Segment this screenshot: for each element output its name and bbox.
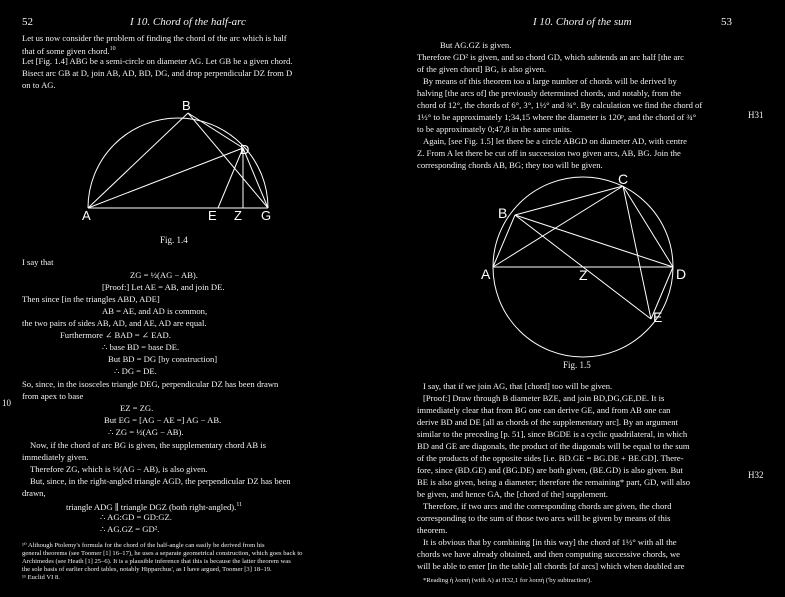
text-line: [Proof:] Draw through B diameter BZE, and join BD,DG,GE,DE. It is [423, 393, 665, 403]
left-page [0, 0, 392, 597]
text-line: theorem. [417, 525, 448, 535]
text-line: the two pairs of sides AB, AD, and AE, AD are equal. [22, 318, 207, 328]
equation: ∴ AG.GZ = GD². [100, 524, 160, 534]
text-line: corresponding chords AB, BG; they too will be given. [417, 160, 603, 170]
text-line: corresponding to the sum of those two arcs will be given by means of this [417, 513, 671, 523]
point-label: Z [579, 267, 588, 283]
figure-caption: Fig. 1.5 [563, 360, 591, 370]
text-line: So, since, in the isosceles triangle DEG, perpendicular DZ has been drawn [22, 379, 279, 389]
right-page-number: 53 [721, 16, 732, 28]
text-line: Bisect arc GB at D, join AB, AD, BD, DG, and drop perpendicular DZ from D [22, 68, 293, 78]
text-line: Furthermore ∠ BAD = ∠ EAD. [60, 330, 171, 340]
point-label: B [498, 205, 508, 221]
segment-DE [218, 148, 243, 208]
text-line: similar to the preceding [p. 51], since BGDE is a cyclic quadrilateral, in which [417, 429, 688, 439]
text-line: BE is also given, being a diameter; therefore the remaining* part, GD, will also [417, 477, 691, 487]
point-label: A [481, 266, 491, 282]
footnote-line: *Reading ἡ λοιπὴ (with A) at H32,1 for λοιπὴ ('by subtraction'). [423, 577, 592, 584]
footnote-line: general theorems (see Toomer [1] 16–17), he uses a separate geometrical construction, which goes back to [22, 550, 303, 557]
text-line: But AG.GZ is given. [440, 40, 512, 50]
text-line: immediately given. [22, 452, 89, 462]
figure-1-4 [60, 98, 300, 228]
equation: But EG = [AG − AE =] AG − AB. [104, 415, 222, 425]
text-line: BD and GE are diagonals, the product of the diagonals will be equal to the sum [417, 441, 690, 451]
point-label: G [261, 208, 272, 223]
text-line: Now, if the chord of arc BG is given, the supplementary chord AB is [30, 440, 266, 450]
equation: ∴ DG = DE. [114, 366, 157, 376]
text-line: 1½° to be approximately 1;34,15 where the diameter is 120ᵖ, and the chord of ¾° [417, 112, 697, 122]
point-label: D [676, 266, 687, 282]
text-line: By means of this theorem too a large number of chords will be derived by [423, 76, 677, 86]
footnote-line: the sole basis of earlier chord tables, notably Hipparchus', as I have argued, Toomer [3] 18–19. [22, 566, 272, 573]
text-line: that of some given chord.$^{10}$ [22, 45, 116, 56]
equation: triangle ADG ∥ triangle DGZ (both right-angled).$^{11}$ [66, 501, 243, 512]
text-line: drawn, [22, 488, 46, 498]
text-line: derive BD and DE [all as chords of the supplementary arc]. By an argument [417, 417, 678, 427]
text-line: AB = AE, and AD is common, [102, 306, 208, 316]
text-line: Z. From A let there be cut off in succession two given arcs, AB, BG. Join the [417, 148, 681, 158]
text-line: chord of 12°, the chords of 6°, 3°, 1½° and ¾°. By calculation we find the chord of [417, 100, 703, 110]
chord-GE [623, 186, 651, 319]
figure-1-5 [473, 170, 703, 358]
text-line: to be approximately 0;47,8 in the same units. [417, 124, 572, 134]
figure-caption: Fig. 1.4 [160, 235, 188, 245]
chord-GD [623, 186, 673, 267]
equation: EZ = ZG. [120, 403, 154, 413]
chord-DG [243, 148, 268, 208]
text-line: of the given chord] BG, is also given. [417, 64, 547, 74]
margin-note: 10 [2, 398, 11, 408]
point-label: B [182, 98, 191, 113]
text-line: immediately clear that from BG one can derive GE, and from AB one can [417, 405, 671, 415]
chord-BD [515, 215, 673, 267]
equation: ∴ base BD = base DE. [102, 342, 180, 352]
chord-AB [493, 215, 515, 267]
text-line: Therefore, if two arcs and the corresponding chords are given, the chord [423, 501, 672, 511]
point-label: E [653, 309, 663, 325]
point-label: D [240, 142, 250, 157]
text-line: [Proof:] Let AE = AB, and join DE. [102, 282, 225, 292]
text-line: Therefore GD² is given, and so chord GD, which subtends an arc half [the arc [417, 52, 684, 62]
margin-note: H31 [748, 110, 764, 120]
margin-note: H32 [748, 470, 764, 480]
footnote-line: ¹⁰ Although Ptolemy's formula for the chord of the half-angle can easily be derived from his [22, 542, 265, 549]
text-line: Therefore ZG, which is ½(AG − AB), is also given. [30, 464, 208, 474]
text-line: Let [Fig. 1.4] ABG be a semi-circle on diameter AG. Let GB be a given chord. [22, 56, 293, 66]
text-line: of the products of the opposite sides [i.e. BD.GE = BG.DE + BE.GD]. There- [417, 453, 684, 463]
text-line: from apex to base [22, 391, 84, 401]
text-line: halving [the arcs of] the previously determined chords, and notably, from the [417, 88, 682, 98]
text-line: will be able to enter [in the table] all chords [of arcs] which when doubled are [417, 561, 685, 571]
left-running-head: I 10. Chord of the half-arc [130, 16, 246, 28]
text-line: fore, since (BD.GE) and (BG.DE) are both given, (BE.GD) is also given. But [417, 465, 683, 475]
equation: ∴ AG:GD = GD:GZ. [100, 512, 172, 522]
point-label: A [82, 208, 91, 223]
chord-AG [493, 186, 623, 267]
left-page-number: 52 [22, 16, 33, 28]
chord-BD [188, 113, 243, 148]
chord-BG [515, 186, 623, 215]
right-running-head: I 10. Chord of the sum [533, 16, 632, 28]
text-line: It is obvious that by combining [in this way] the chord of 1½° with all the [423, 537, 677, 547]
text-line: But, since, in the right-angled triangle AGD, the perpendicular DZ has been [30, 476, 291, 486]
text-line: Again, [see Fig. 1.5] let there be a circle ABGD on diameter AD, with centre [423, 136, 687, 146]
footnote-line: ¹¹ Euclid VI 8. [22, 574, 60, 581]
text-line: on to AG. [22, 80, 56, 90]
chord-AD [88, 148, 243, 208]
text-line: chords we have already obtained, and then computing successive chords, we [417, 549, 680, 559]
equation: ZG = ½(AG − AB). [130, 270, 198, 280]
footnote-line: Archimedes (see Heath [1] 25–6). It is a plausible inference that this is because the latter theorem was [22, 558, 291, 565]
text-line: I say that [22, 257, 54, 267]
chord-BG [188, 113, 268, 208]
point-label: Z [234, 208, 242, 223]
semicircle-arc [88, 118, 268, 208]
text-line: Then since [in the triangles ABD, ADE] [22, 294, 160, 304]
text-line: Let us now consider the problem of finding the chord of the arc which is half [22, 33, 287, 43]
text-line: be given, and hence GA, the [chord of the] supplement. [417, 489, 608, 499]
text-line: I say, that if we join AG, that [chord] too will be given. [423, 381, 613, 391]
right-page [393, 0, 785, 597]
point-label: E [208, 208, 217, 223]
equation: ∴ ZG = ½(AG − AB). [108, 427, 184, 437]
point-label: C [618, 171, 629, 187]
equation: But BD = DG [by construction] [108, 354, 218, 364]
